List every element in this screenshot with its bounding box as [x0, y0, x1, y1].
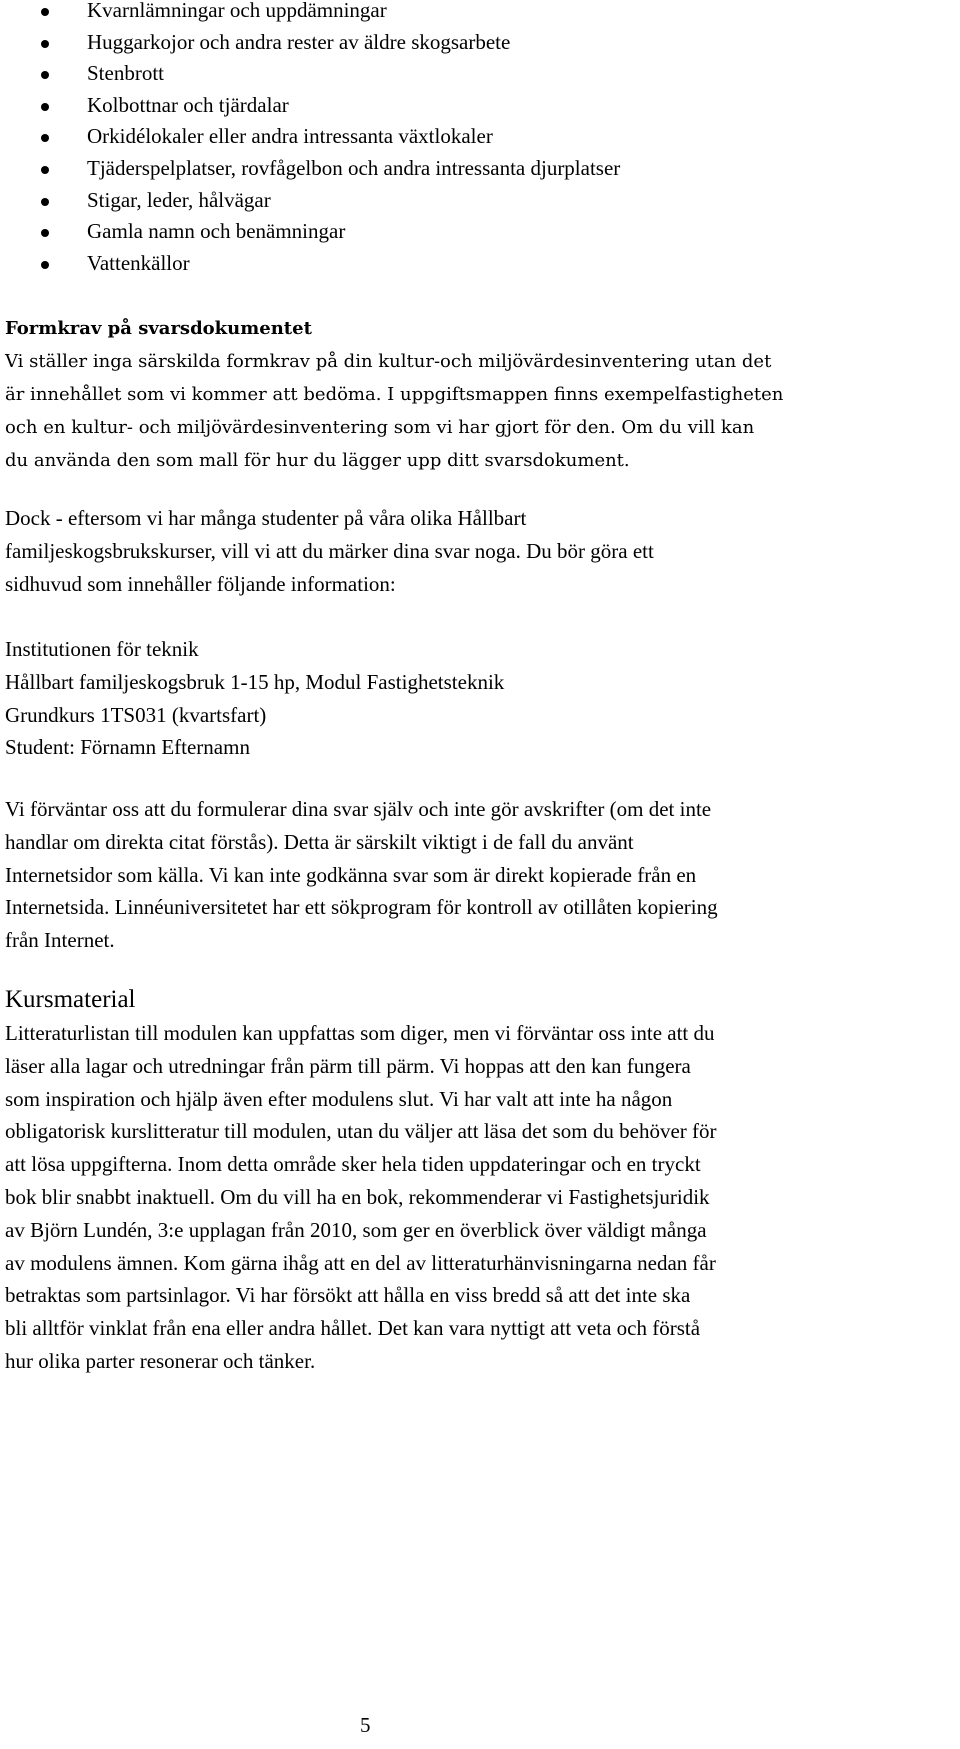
expectations-paragraph [5, 793, 718, 957]
kursmaterial-line: av Björn Lundén, 3:e upplagan från 2010, som ger en överblick över väldigt många [5, 1217, 707, 1242]
expectations-line: handlar om direkta citat förstås). Detta är särskilt viktigt i de fall du använt [5, 829, 634, 854]
dock-paragraph [5, 502, 654, 600]
kursmaterial-line: obligatorisk kurslitteratur till modulen, utan du väljer att läsa det som du behöver för [5, 1119, 717, 1144]
kursmaterial-section [5, 983, 717, 1378]
feature-bullet-list [5, 0, 620, 279]
kursmaterial-line: betraktas som partsinlagor. Vi har försökt att hålla en viss bredd så att det inte ska [5, 1283, 691, 1308]
bullet-item: Kvarnlämningar och uppdämningar [5, 0, 620, 27]
bullet-item: Stigar, leder, hålvägar [5, 185, 620, 217]
kursmaterial-line: läser alla lagar och utredningar från pärm till pärm. Vi hoppas att den kan fungera [5, 1053, 691, 1078]
formkrav-line: är innehållet som vi kommer att bedöma. I uppgiftsmappen finns exempelfastigheten [5, 384, 784, 405]
kursmaterial-line: bli alltför vinklat från ena eller andra hållet. Det kan vara nyttigt att veta och förstå [5, 1316, 701, 1341]
bullet-item: Stenbrott [5, 58, 620, 90]
header-info-line: Institutionen för teknik [5, 637, 199, 661]
kursmaterial-heading: Kursmaterial [5, 986, 136, 1013]
kursmaterial-line: Litteraturlistan till modulen kan uppfattas som diger, men vi förväntar oss inte att du [5, 1021, 715, 1045]
bullet-item: Gamla namn och benämningar [5, 216, 620, 248]
bullet-item: Kolbottnar och tjärdalar [5, 90, 620, 122]
bullet-dot-icon [41, 229, 49, 237]
kursmaterial-line: bok blir snabbt inaktuell. Om du vill ha en bok, rekommenderar vi Fastighetsjuridik [5, 1184, 710, 1209]
header-info-line: Student: Förnamn Efternamn [5, 735, 250, 760]
header-info-line: Grundkurs 1TS031 (kvartsfart) [5, 702, 267, 727]
header-info-block [5, 633, 504, 764]
bullet-dot-icon [41, 8, 49, 16]
page-number: 5 [360, 1713, 371, 1737]
dock-line: sidhuvud som innehåller följande information: [5, 571, 396, 596]
expectations-line: Internetsida. Linnéuniversitetet har ett sökprogram för kontroll av otillåten kopiering [5, 895, 718, 920]
formkrav-line: och en kultur- och miljövärdesinventering som vi har gjort för den. Om du vill kan [5, 417, 755, 438]
dock-line: Dock - eftersom vi har många studenter på våra olika Hållbart [5, 506, 527, 530]
formkrav-section [5, 312, 783, 477]
bullet-dot-icon [41, 198, 49, 206]
bullet-item: Huggarkojor och andra rester av äldre skogsarbete [5, 27, 620, 59]
header-info-line: Hållbart familjeskogsbruk 1-15 hp, Modul Fastighetsteknik [5, 669, 505, 694]
kursmaterial-line: som inspiration och hjälp även efter modulens slut. Vi har valt att inte ha någon [5, 1086, 673, 1111]
bullet-dot-icon [41, 40, 49, 48]
kursmaterial-line: hur olika parter resonerar och tänker. [5, 1348, 316, 1373]
kursmaterial-line: att lösa uppgifterna. Inom detta område sker hela tiden uppdateringar och en tryckt [5, 1152, 701, 1177]
dock-line: familjeskogsbrukskurser, vill vi att du märker dina svar noga. Du bör göra ett [5, 538, 654, 563]
bullet-dot-icon [41, 71, 49, 79]
expectations-line: Vi förväntar oss att du formulerar dina svar själv och inte gör avskrifter (om det inte [5, 797, 712, 821]
bullet-dot-icon [41, 134, 49, 142]
bullet-dot-icon [41, 261, 49, 269]
expectations-line: Internetsidor som källa. Vi kan inte godkänna svar som är direkt kopierade från en [5, 862, 697, 887]
bullet-item: Orkidélokaler eller andra intressanta växtlokaler [5, 121, 620, 153]
formkrav-title: Formkrav på svarsdokumentet [5, 318, 312, 339]
formkrav-line: du använda den som mall för hur du lägger upp ditt svarsdokument. [5, 450, 630, 471]
bullet-item: Tjäderspelplatser, rovfågelbon och andra intressanta djurplatser [5, 153, 620, 185]
bullet-item: Vattenkällor [5, 248, 620, 280]
bullet-dot-icon [41, 166, 49, 174]
kursmaterial-line: av modulens ämnen. Kom gärna ihåg att en del av litteraturhänvisningarna nedan får [5, 1250, 716, 1275]
bullet-dot-icon [41, 103, 49, 111]
formkrav-line: Vi ställer inga särskilda formkrav på din kultur-och miljövärdesinventering utan det [5, 351, 772, 372]
expectations-line: från Internet. [5, 928, 115, 953]
